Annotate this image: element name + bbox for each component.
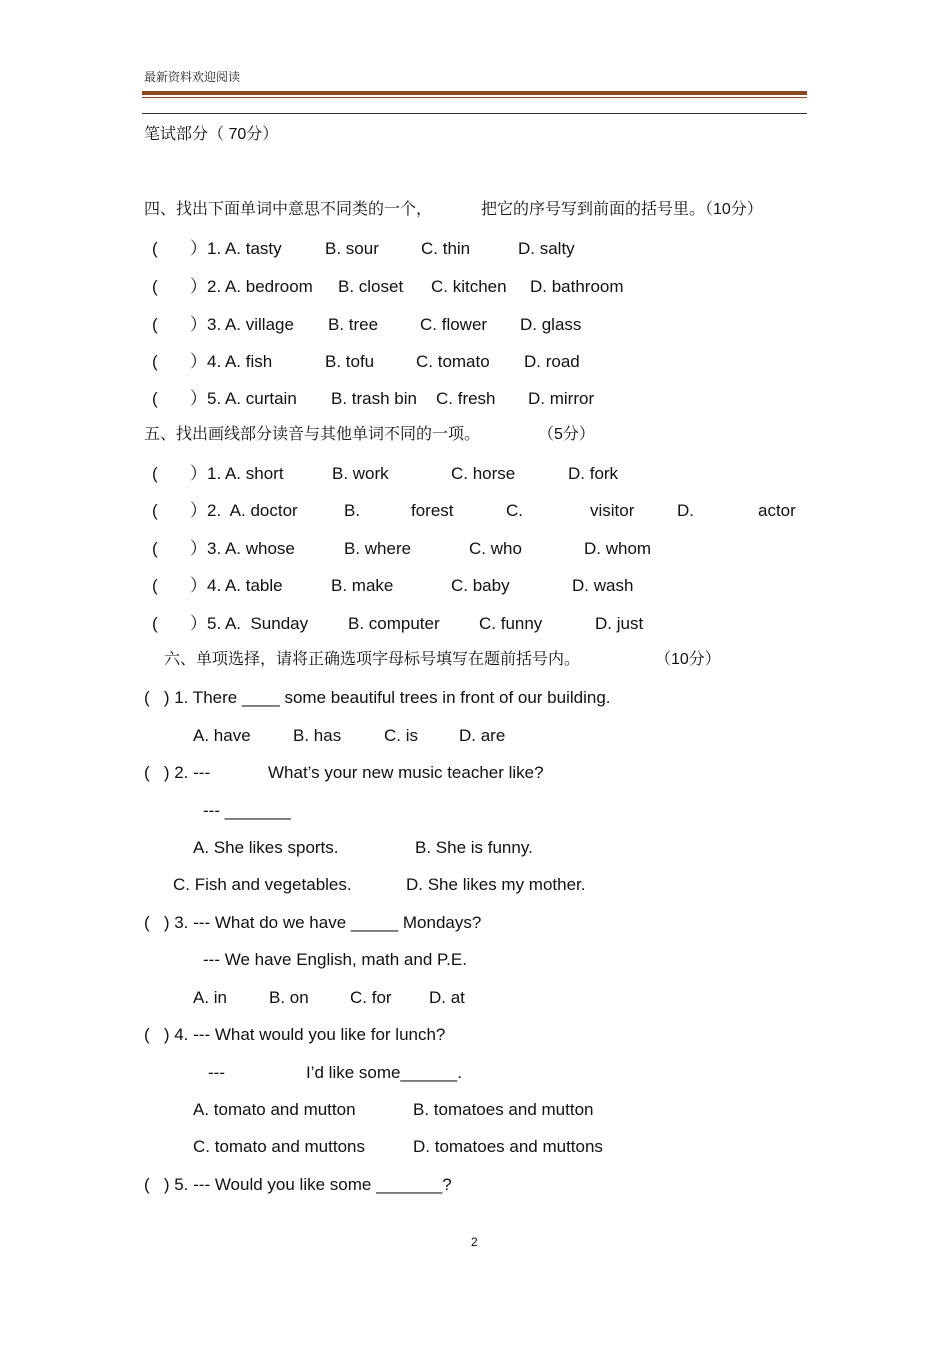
option-c: C. fresh <box>436 389 496 408</box>
option-d: D. road <box>524 352 580 371</box>
answer-bracket[interactable]: ( <box>152 315 158 334</box>
q2-option-c: C. Fish and vegetables. <box>173 875 352 894</box>
answer-bracket[interactable]: ( <box>152 239 158 258</box>
q1-option-c: C. is <box>384 726 418 745</box>
question-2-text: What’s your new music teacher like? <box>268 763 544 782</box>
question-2-stem: ( ) 2. --- <box>144 763 211 782</box>
option-d: D. fork <box>568 464 619 483</box>
answer-bracket[interactable]: ( <box>152 352 158 371</box>
option-c: C. flower <box>420 315 488 334</box>
question-5-stem: ( ) 5. --- Would you like some _______? <box>144 1175 452 1194</box>
option-d: D. whom <box>584 539 652 558</box>
header-rule-thick <box>142 91 807 95</box>
question-4-answer: I’d like some______. <box>306 1063 462 1082</box>
answer-bracket[interactable]: ( <box>152 464 158 483</box>
question-4-answer-dash: --- <box>208 1063 225 1082</box>
option-a: ）3. A. village <box>190 315 294 334</box>
option-c: C. baby <box>451 576 510 595</box>
q3-option-d: D. at <box>429 988 465 1007</box>
option-a: ）4. A. fish <box>190 352 273 371</box>
header-rule-thin <box>142 97 807 98</box>
option-b-letter: B. <box>344 501 361 520</box>
option-c: C. horse <box>451 464 516 483</box>
q3-option-c: C. for <box>350 988 392 1007</box>
answer-bracket[interactable]: ( <box>152 576 158 595</box>
title-rule <box>142 113 807 114</box>
q1-option-a: A. have <box>193 726 251 745</box>
option-a: ）1. A. short <box>190 464 284 483</box>
option-c: C. kitchen <box>431 277 507 296</box>
option-b: B. sour <box>325 239 379 258</box>
option-d: D. glass <box>520 315 582 334</box>
section6-points: （10分） <box>655 651 721 668</box>
option-d: D. mirror <box>528 389 595 408</box>
option-d-word: actor <box>758 501 796 520</box>
option-a: ）2. A. bedroom <box>190 277 313 296</box>
q2-option-d: D. She likes my mother. <box>406 875 586 894</box>
running-header: 最新资料欢迎阅读 <box>144 70 241 84</box>
option-b: B. trash bin <box>331 389 417 408</box>
option-a: ）5. A. curtain <box>190 389 297 408</box>
page-title: 笔试部分（ 70分） <box>144 126 279 143</box>
option-c-word: visitor <box>590 501 635 520</box>
option-d: D. just <box>595 614 644 633</box>
q2-option-b: B. She is funny. <box>415 838 533 857</box>
option-d: D. wash <box>572 576 634 595</box>
option-c: C. who <box>469 539 522 558</box>
option-a: ）2. A. doctor <box>190 501 298 520</box>
option-a: ）1. A. tasty <box>190 239 282 258</box>
q4-option-b: B. tomatoes and mutton <box>413 1100 594 1119</box>
option-b: B. closet <box>338 277 404 296</box>
option-c: C. thin <box>421 239 471 258</box>
option-d-letter: D. <box>677 501 694 520</box>
question-3-answer: --- We have English, math and P.E. <box>203 950 467 969</box>
option-a: ）4. A. table <box>190 576 283 595</box>
option-a: ）3. A. whose <box>190 539 295 558</box>
option-b: B. tofu <box>325 352 375 371</box>
section5-instruction: 五、找出画线部分读音与其他单词不同的一项。 <box>144 426 481 443</box>
option-b: B. where <box>344 539 412 558</box>
question-3-stem: ( ) 3. --- What do we have _____ Mondays? <box>144 913 482 932</box>
option-b: B. work <box>332 464 389 483</box>
q2-option-a: A. She likes sports. <box>193 838 339 857</box>
section5-points: （5分） <box>538 426 595 443</box>
q4-option-c: C. tomato and muttons <box>193 1137 365 1156</box>
answer-bracket[interactable]: ( <box>152 614 158 633</box>
option-b: B. computer <box>348 614 440 633</box>
q3-option-b: B. on <box>269 988 309 1007</box>
q4-option-d: D. tomatoes and muttons <box>413 1137 603 1156</box>
option-d: D. salty <box>518 239 575 258</box>
answer-bracket[interactable]: ( <box>152 501 158 520</box>
option-c: C. funny <box>479 614 543 633</box>
answer-bracket[interactable]: ( <box>152 389 158 408</box>
page-number: 2 <box>471 1235 478 1249</box>
section6-instruction: 六、单项选择，请将正确选项字母标号填写在题前括号内。 <box>164 651 581 668</box>
q1-option-b: B. has <box>293 726 342 745</box>
option-b: B. tree <box>328 315 379 334</box>
answer-bracket[interactable]: ( <box>152 539 158 558</box>
option-c: C. tomato <box>416 352 490 371</box>
question-2-answer-line: --- _______ <box>203 801 291 820</box>
q4-option-a: A. tomato and mutton <box>193 1100 356 1119</box>
option-d: D. bathroom <box>530 277 624 296</box>
option-b: B. make <box>331 576 394 595</box>
question-4-stem: ( ) 4. --- What would you like for lunch? <box>144 1025 446 1044</box>
q1-option-d: D. are <box>459 726 506 745</box>
option-a: ）5. A. Sunday <box>190 614 309 633</box>
option-c-letter: C. <box>506 501 523 520</box>
question-1-stem: ( ) 1. There ____ some beautiful trees in front of our building. <box>144 688 611 707</box>
q3-option-a: A. in <box>193 988 228 1007</box>
section4-instruction: 四、找出下面单词中意思不同类的一个， <box>144 201 433 218</box>
option-b-word: forest <box>411 501 454 520</box>
answer-bracket[interactable]: ( <box>152 277 158 296</box>
section4-instruction-cont: 把它的序号写到前面的括号里。（10分） <box>481 201 763 218</box>
